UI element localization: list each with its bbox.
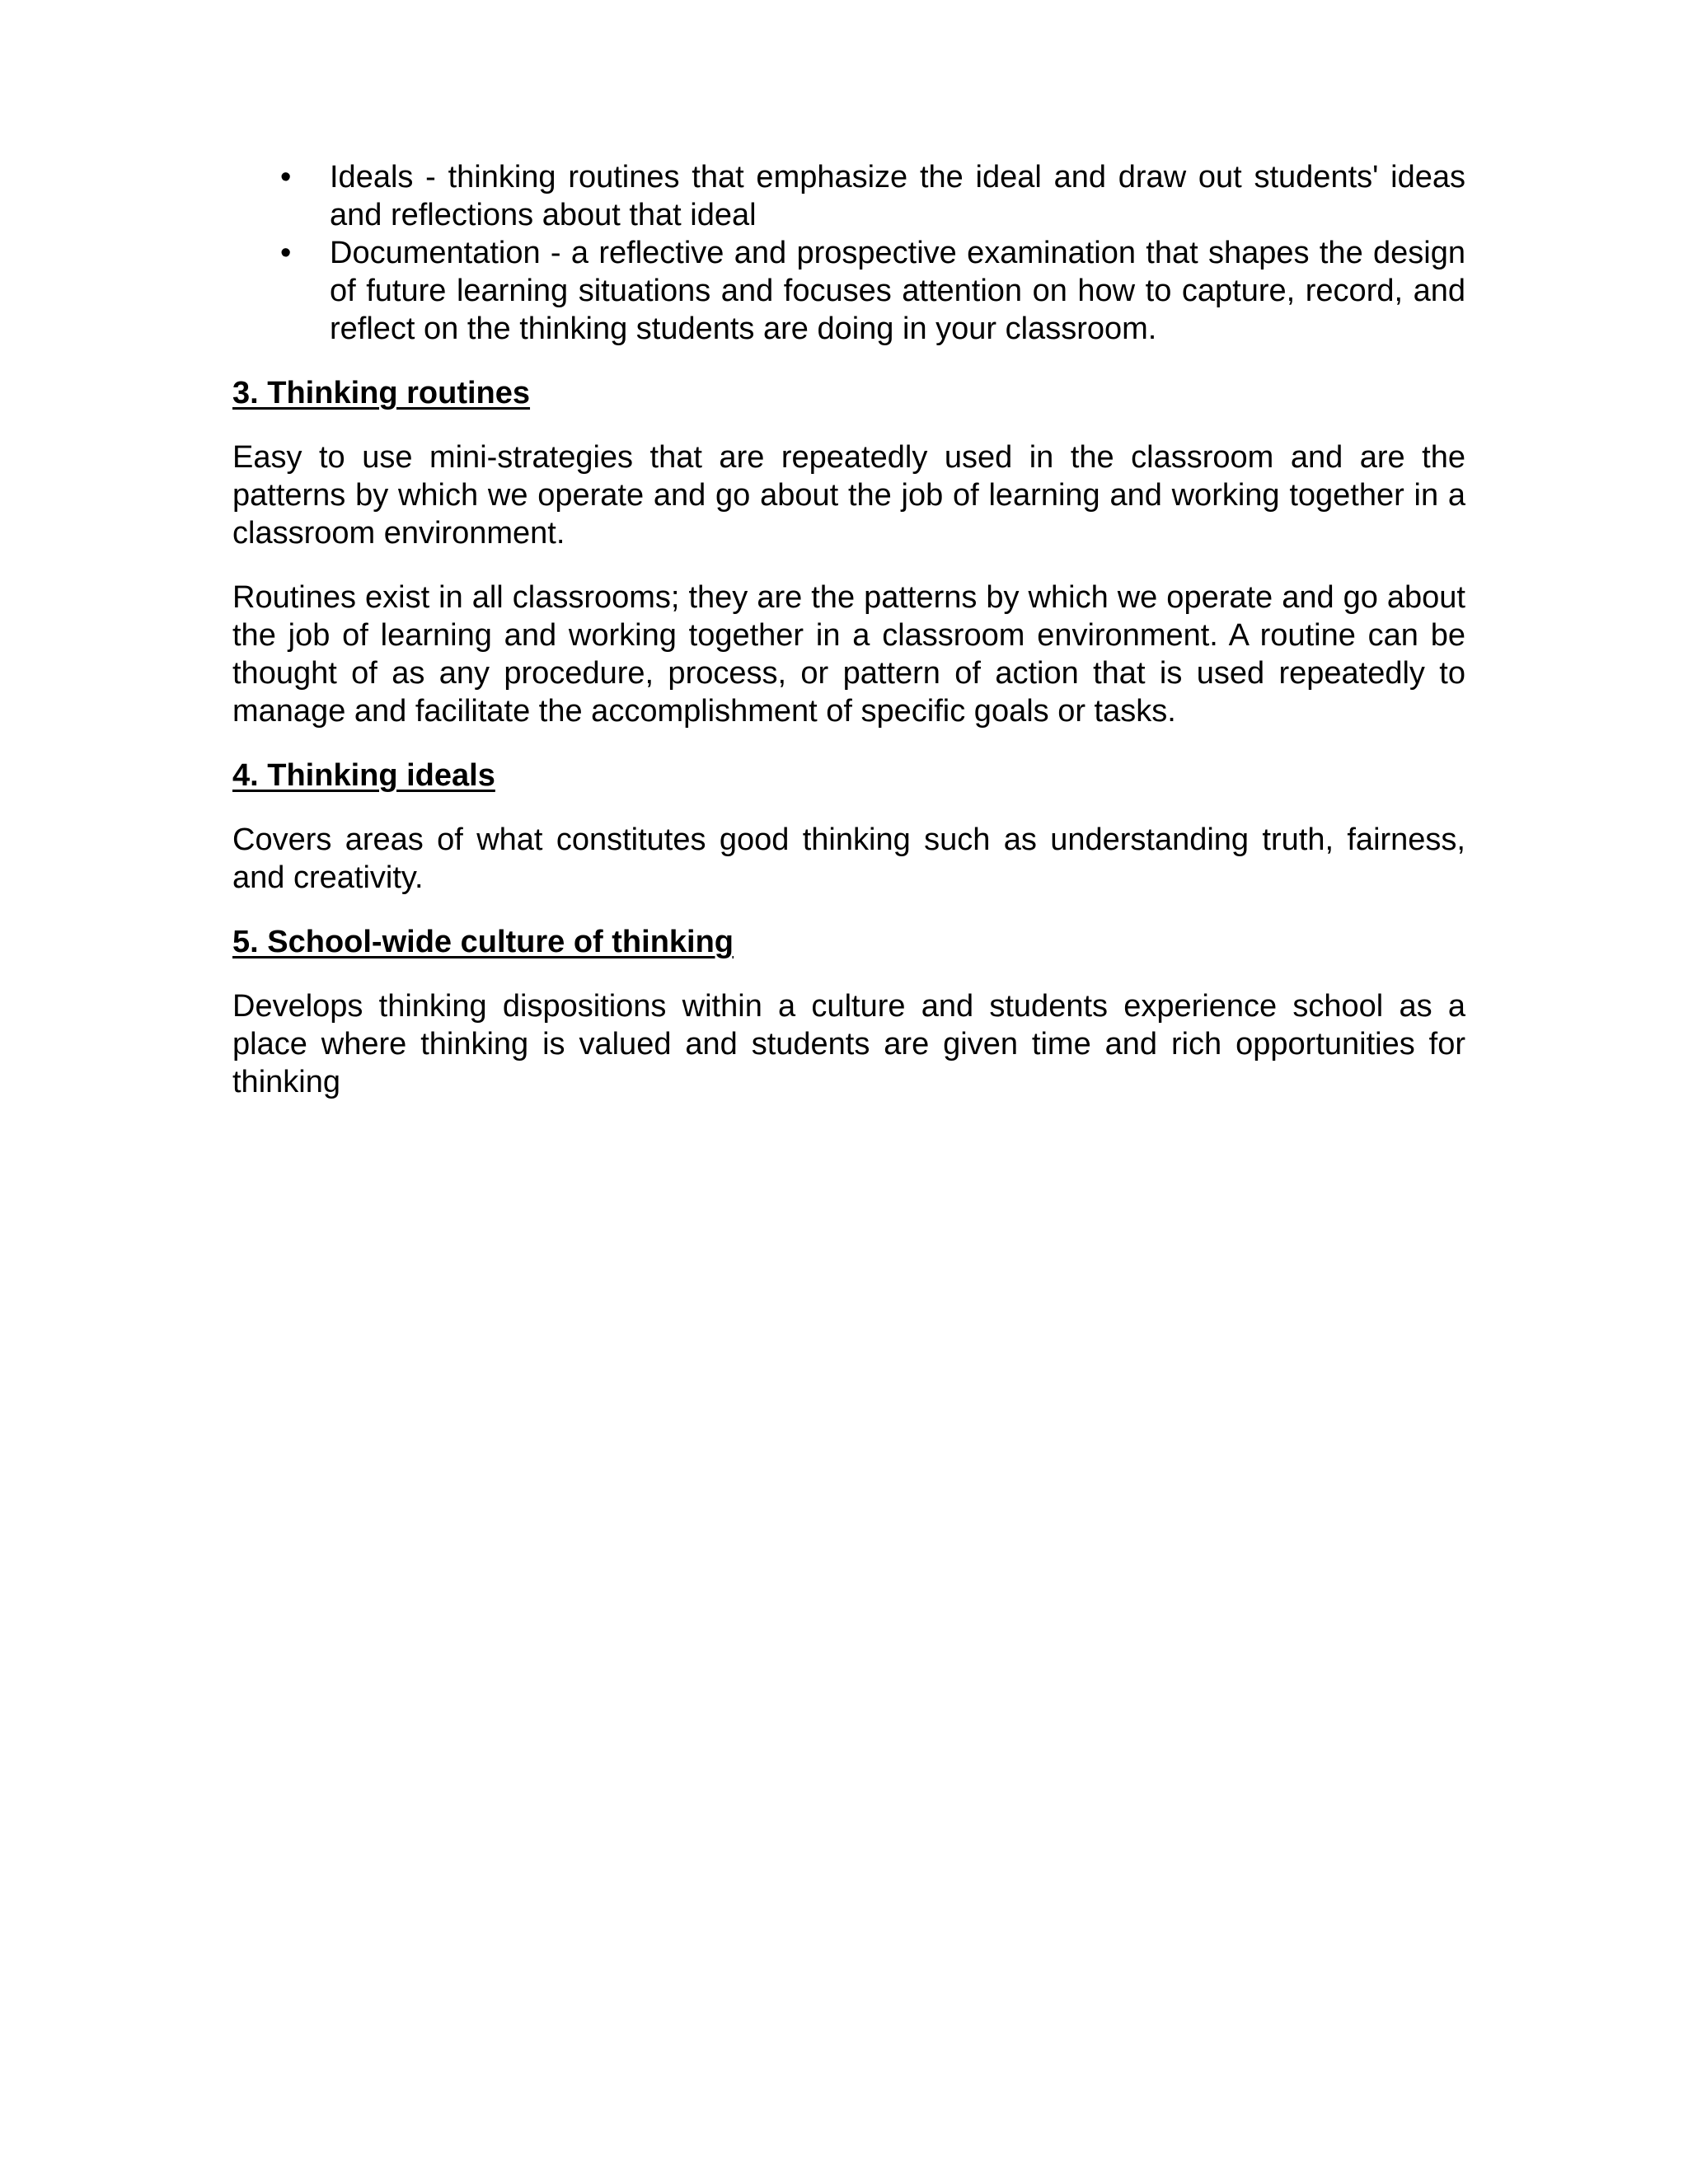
bullet-icon: • <box>280 236 292 270</box>
section-heading-thinking-routines: 3. Thinking routines <box>232 376 531 410</box>
document-page <box>232 158 1465 1101</box>
list-item <box>232 158 1465 234</box>
bullet-list <box>232 158 1465 348</box>
list-item <box>232 234 1465 348</box>
paragraph: Routines exist in all classrooms; they are the patterns by which we operate and go about the job of learning and working together in a classroom environment. A routine can be thought of as any procedure, process, or pattern of action that is used repeatedly to manage and facilitate the accomplishment of specific goals or tasks. <box>232 580 1465 729</box>
list-item-text: Documentation - a reflective and prospective examination that shapes the design of future learning situations and focuses attention on how to capture, record, and reflect on the thinking students are doing in your classroom. <box>330 236 1465 346</box>
section-heading-school-wide-culture: 5. School-wide culture of thinking <box>232 925 734 959</box>
paragraph: Covers areas of what constitutes good thinking such as understanding truth, fairness, and creativity. <box>232 823 1465 895</box>
paragraph: Develops thinking dispositions within a culture and students experience school as a place where thinking is valued and students are given time and rich opportunities for thinking <box>232 989 1465 1099</box>
bullet-icon: • <box>280 160 292 194</box>
list-item-text: Ideals - thinking routines that emphasize the ideal and draw out students' ideas and reflections about that ideal <box>330 160 1465 232</box>
paragraph: Easy to use mini-strategies that are repeatedly used in the classroom and are the patterns by which we operate and go about the job of learning and working together in a classroom environment. <box>232 440 1465 551</box>
section-heading-thinking-ideals: 4. Thinking ideals <box>232 758 495 793</box>
